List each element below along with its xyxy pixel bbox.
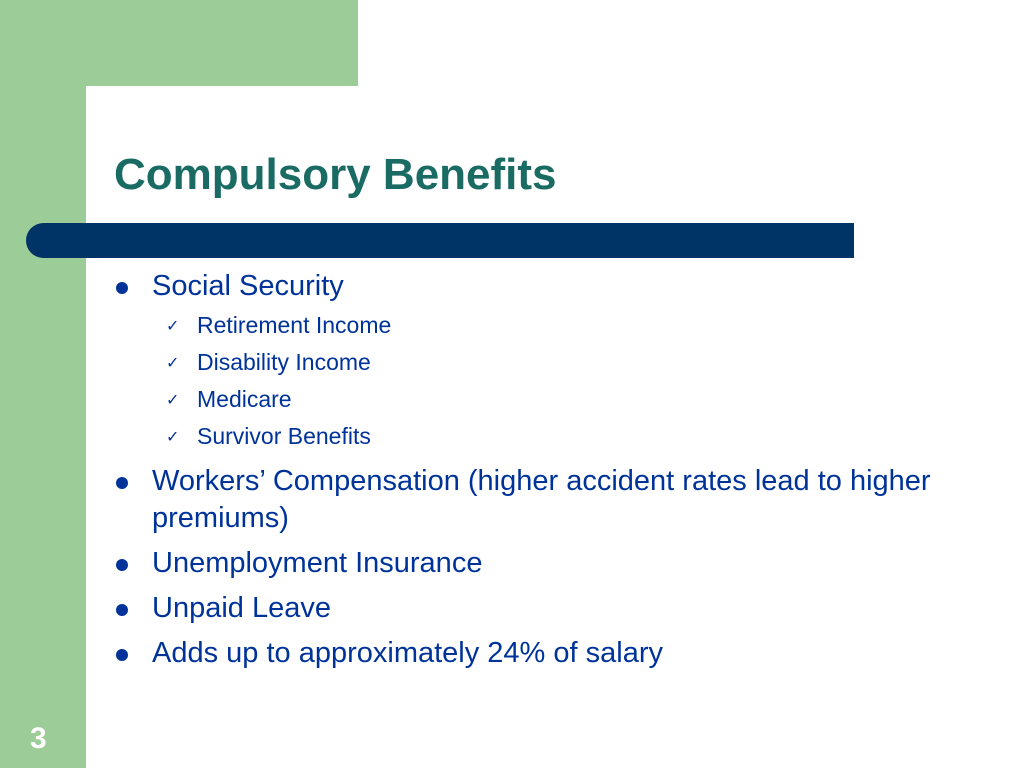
sub-bullet-item — [152, 307, 994, 344]
bullet-item — [114, 590, 994, 627]
sub-bullet-item — [152, 344, 994, 381]
bullet-dot-icon — [116, 649, 128, 661]
sub-bullet-item — [152, 381, 994, 418]
bullet-item — [114, 463, 994, 537]
checkmark-icon: ✓ — [166, 390, 180, 409]
sub-bullet-text: Disability Income — [197, 349, 371, 375]
bullet-text: Adds up to approximately 24% of salary — [152, 637, 663, 669]
checkmark-icon: ✓ — [166, 353, 180, 372]
bullet-text: Unpaid Leave — [152, 592, 331, 624]
bullet-dot-icon — [116, 477, 128, 489]
top-band — [0, 0, 358, 86]
sub-bullet-text: Retirement Income — [197, 312, 392, 338]
bullet-dot-icon — [116, 559, 128, 571]
sub-bullet-item — [152, 418, 994, 455]
bullet-item — [114, 268, 994, 455]
sub-bullet-text: Survivor Benefits — [197, 423, 371, 449]
bullet-text: Workers’ Compensation (higher accident rates lead to higher premiums) — [152, 465, 931, 534]
checkmark-icon: ✓ — [166, 316, 180, 335]
bullet-text: Unemployment Insurance — [152, 547, 483, 579]
slide-title: Compulsory Benefits — [114, 150, 557, 199]
bullet-list — [114, 268, 994, 680]
bullet-item — [114, 635, 994, 672]
page-number: 3 — [30, 722, 47, 755]
bullet-dot-icon — [116, 282, 128, 294]
side-band — [0, 0, 86, 768]
bullet-item — [114, 545, 994, 582]
bullet-text: Social Security — [152, 270, 344, 302]
sub-bullet-list — [152, 307, 994, 455]
sub-bullet-text: Medicare — [197, 386, 292, 412]
checkmark-icon: ✓ — [166, 427, 180, 446]
bullet-dot-icon — [116, 604, 128, 616]
title-underline-bar — [26, 223, 854, 258]
